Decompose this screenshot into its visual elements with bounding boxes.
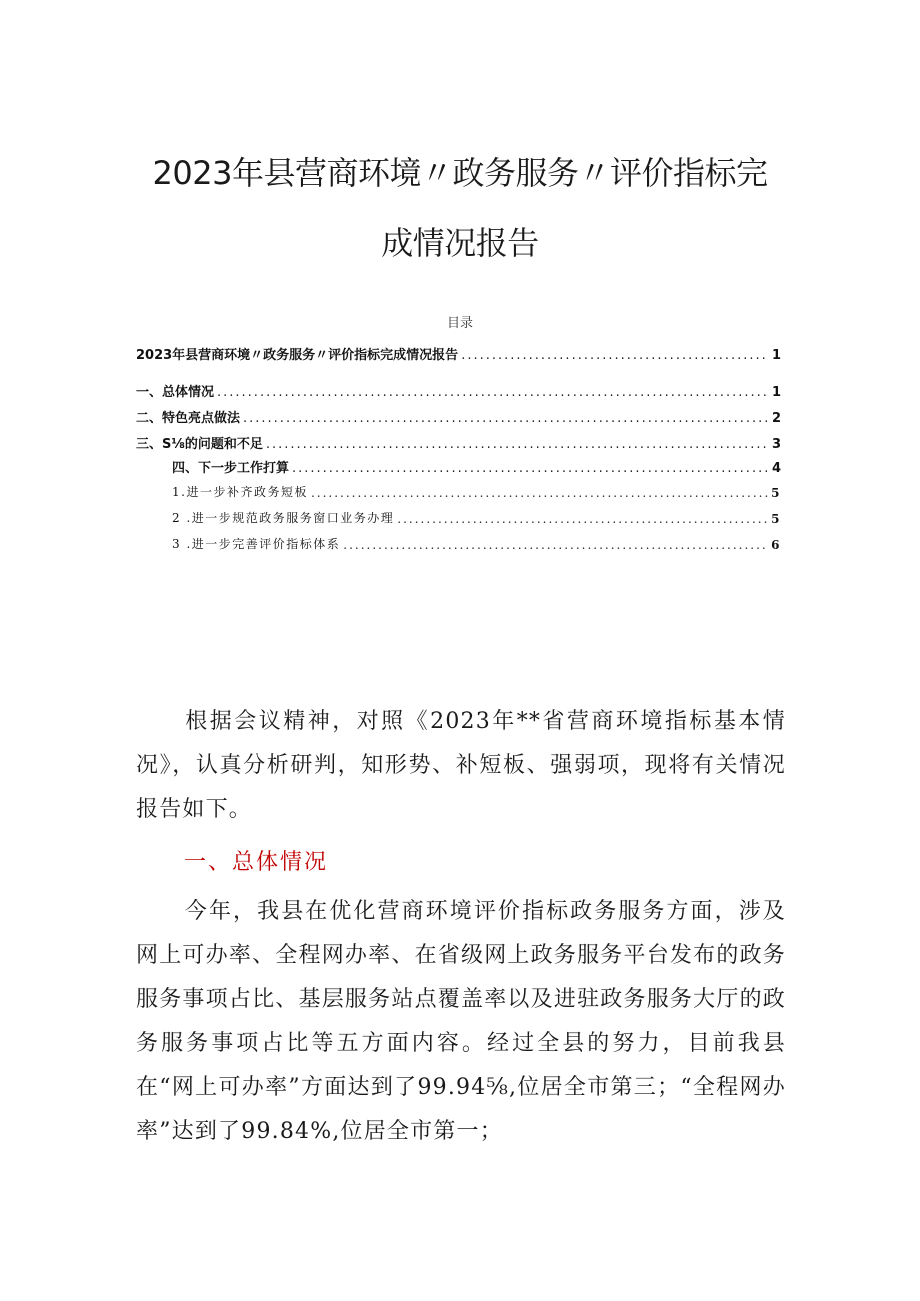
- toc-leader-dots: [266, 437, 769, 452]
- document-title-line-1: 2023年县营商环境〃政务服务〃评价指标完: [152, 154, 768, 192]
- toc-entry-label: 2023年县营商环境〃政务服务〃评价指标完成情况报告: [136, 348, 459, 363]
- toc-leader-dots: [343, 538, 768, 552]
- toc-entry-page: 3: [771, 437, 781, 452]
- overall-paragraph: [136, 890, 786, 1154]
- toc-entry-subitem-1[interactable]: [172, 482, 781, 500]
- toc-leader-dots: [243, 411, 769, 426]
- toc-leader-dots: [397, 512, 768, 526]
- section-heading-overall: 一、总体情况: [184, 850, 329, 875]
- toc-entry-label: 二、特色亮点做法: [136, 411, 241, 426]
- intro-paragraph: [136, 700, 786, 832]
- toc-entry-subitem-3[interactable]: [172, 534, 781, 552]
- toc-entry-page: 4: [771, 461, 781, 476]
- toc-entry-page: 2: [771, 411, 781, 426]
- document-title-line-2: 成情况报告: [381, 224, 539, 262]
- toc-leader-dots: [217, 385, 769, 400]
- toc-entry-overall[interactable]: [136, 382, 781, 400]
- toc-entry-report[interactable]: [136, 345, 781, 363]
- toc-entry-label: 四、下一步工作打算: [172, 461, 290, 476]
- toc-leader-dots: [311, 486, 768, 500]
- toc-entry-page: 1: [771, 348, 781, 363]
- toc-entry-page: 1: [771, 385, 781, 400]
- overall-text: 今年，我县在优化营商环境评价指标政务服务方面，涉及网上可办率、全程网办率、在省级网上政务服务平台发布的政务服务事项占比、基层服务站点覆盖率以及进驻政务服务大厅的政务服务事项占比等五方面内容。经过全县的努力，目前我县在“网上可办率”方面达到了99.94⅝,位居全市第三；“全程网办率”达到了99.84%,位居全市第一；: [136, 899, 786, 1144]
- toc-entry-label: 3 .进一步完善评价指标体系: [172, 537, 341, 551]
- toc-entry-label: 1.进一步补齐政务短板: [172, 485, 308, 499]
- toc-entry-next-steps[interactable]: [172, 458, 781, 476]
- toc-entry-subitem-2[interactable]: [172, 508, 781, 526]
- toc-leader-dots: [461, 348, 769, 363]
- intro-text: 根据会议精神，对照《2023年**省营商环境指标基本情况》，认真分析研判，知形势、补短板、强弱项，现将有关情况报告如下。: [136, 709, 786, 822]
- toc-entry-problems[interactable]: [136, 434, 781, 452]
- toc-leader-dots: [292, 461, 769, 476]
- toc-entry-page: 6: [771, 538, 781, 552]
- toc-heading: 目录: [446, 316, 473, 331]
- toc-entry-page: 5: [771, 486, 781, 500]
- toc-entry-label: 2 .进一步规范政务服务窗口业务办理: [172, 511, 395, 525]
- toc-entry-highlights[interactable]: [136, 408, 781, 426]
- toc-entry-label: 一、总体情况: [136, 385, 215, 400]
- toc-entry-page: 5: [771, 512, 781, 526]
- toc-entry-label: 三、S⅛的问题和不足: [136, 437, 263, 452]
